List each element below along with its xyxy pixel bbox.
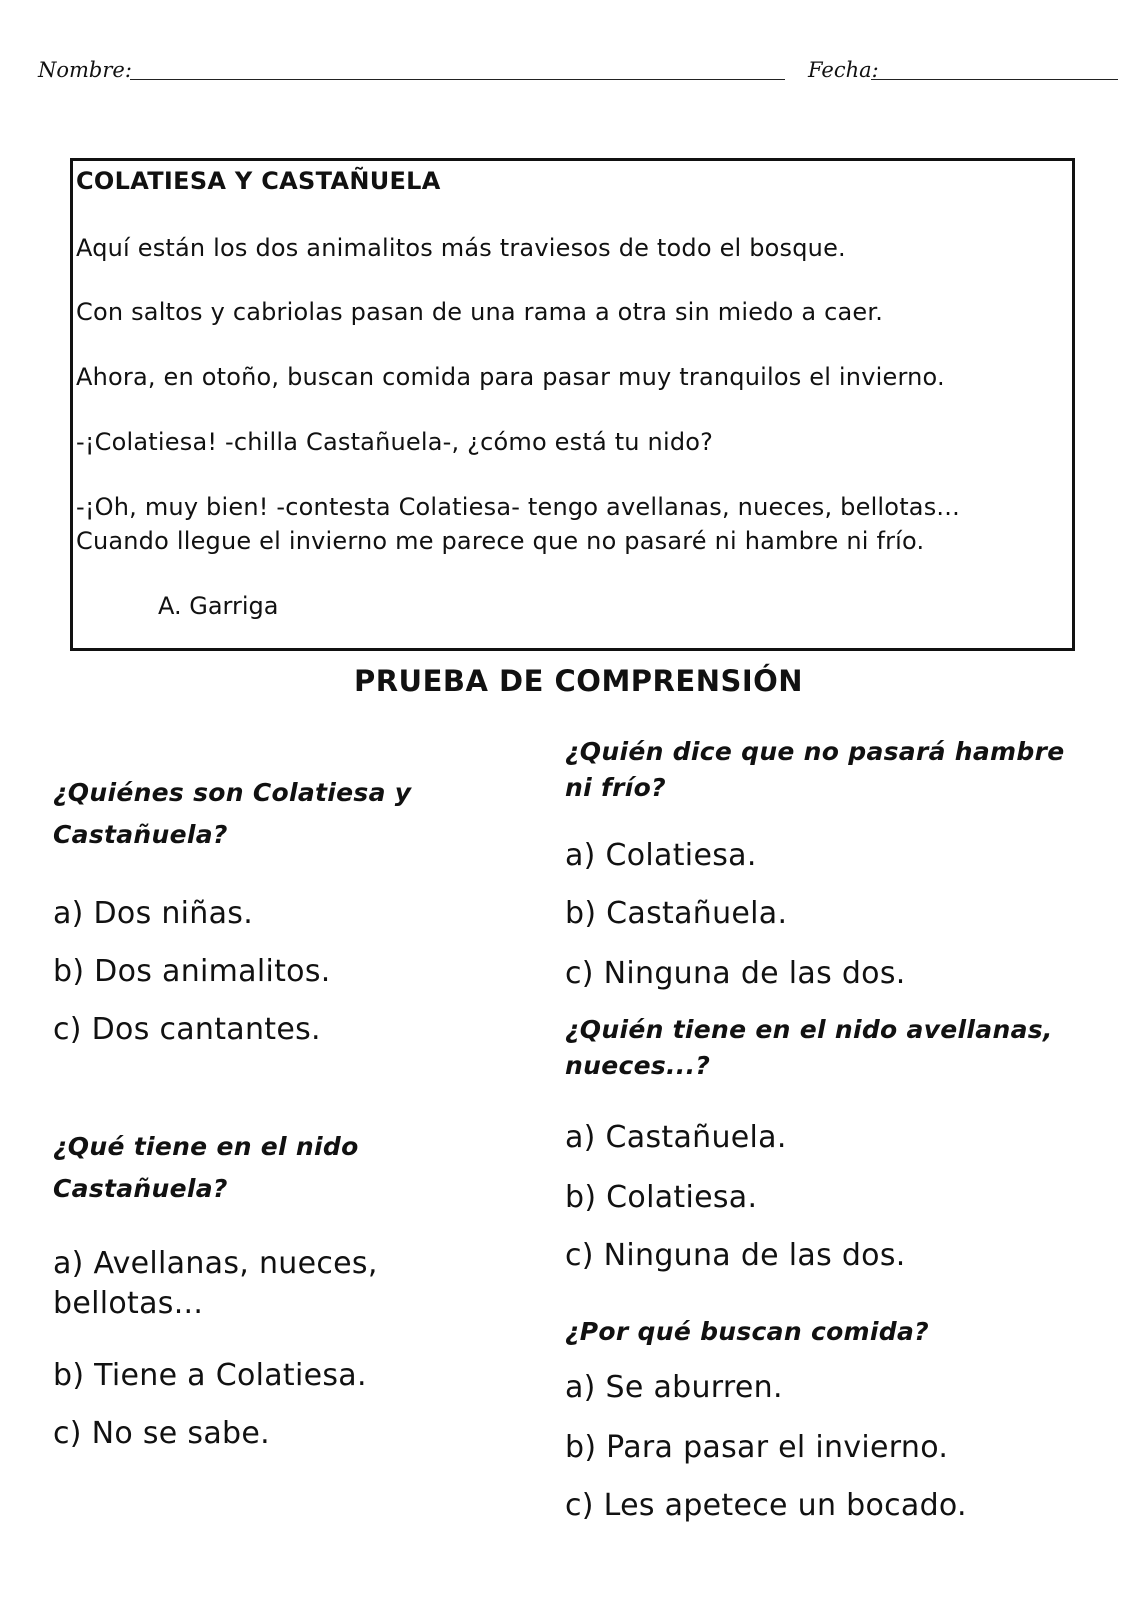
answer-option[interactable]: b) Castañuela.	[565, 896, 788, 931]
answer-option[interactable]: a) Avellanas, nueces, bellotas...	[53, 1246, 378, 1321]
date-field[interactable]	[871, 79, 1118, 80]
story-paragraph: Con saltos y cabriolas pasan de una rama a otra sin miedo a caer.	[76, 298, 884, 326]
question-text: ¿Qué tiene en el nido Castañuela?	[53, 1132, 359, 1203]
answer-option[interactable]: c) Ninguna de las dos.	[565, 1238, 906, 1273]
name-label: Nombre:	[38, 58, 132, 82]
answer-option[interactable]: b) Colatiesa.	[565, 1180, 758, 1215]
question-block	[565, 734, 1085, 994]
story-paragraph: -¡Colatiesa! -chilla Castañuela-, ¿cómo está tu nido?	[76, 428, 714, 456]
answer-option[interactable]: b) Dos animalitos.	[53, 954, 331, 989]
answer-option[interactable]: a) Se aburren.	[565, 1370, 783, 1405]
question-text: ¿Por qué buscan comida?	[565, 1317, 929, 1346]
story-title: COLATIESA Y CASTAÑUELA	[76, 167, 441, 195]
name-field[interactable]	[130, 79, 785, 80]
answer-option[interactable]: b) Para pasar el invierno.	[565, 1430, 949, 1465]
question-text: ¿Quién tiene en el nido avellanas, nueces...?	[565, 1015, 1053, 1080]
answer-option[interactable]: c) Dos cantantes.	[53, 1012, 321, 1047]
question-text: ¿Quiénes son Colatiesa y Castañuela?	[53, 778, 412, 849]
answer-option[interactable]: c) No se sabe.	[53, 1416, 270, 1451]
answer-option[interactable]: a) Colatiesa.	[565, 838, 757, 873]
answer-option[interactable]: a) Dos niñas.	[53, 896, 254, 931]
question-block	[565, 1314, 1085, 1526]
worksheet-header	[38, 52, 1083, 86]
answer-option[interactable]: c) Ninguna de las dos.	[565, 956, 906, 991]
story-author: A. Garriga	[158, 592, 279, 620]
story-paragraph: -¡Oh, muy bien! -contesta Colatiesa- tengo avellanas, nueces, bellotas... Cuando llegue el invierno me parece que no pasaré ni hambre ni frío.	[76, 493, 960, 555]
question-block	[53, 772, 473, 1050]
story-box	[70, 158, 1075, 651]
answer-option[interactable]: b) Tiene a Colatiesa.	[53, 1358, 367, 1393]
test-title: PRUEBA DE COMPRENSIÓN	[353, 664, 804, 698]
date-label: Fecha:	[808, 58, 879, 82]
story-paragraph: Aquí están los dos animalitos más traviesos de todo el bosque.	[76, 234, 846, 262]
answer-option[interactable]: a) Castañuela.	[565, 1120, 787, 1155]
question-block	[53, 1126, 433, 1454]
question-text: ¿Quién dice que no pasará hambre ni frío?	[565, 737, 1065, 802]
question-block	[565, 1012, 1085, 1276]
answer-option[interactable]: c) Les apetece un bocado.	[565, 1488, 967, 1523]
story-paragraph: Ahora, en otoño, buscan comida para pasar muy tranquilos el invierno.	[76, 363, 945, 391]
